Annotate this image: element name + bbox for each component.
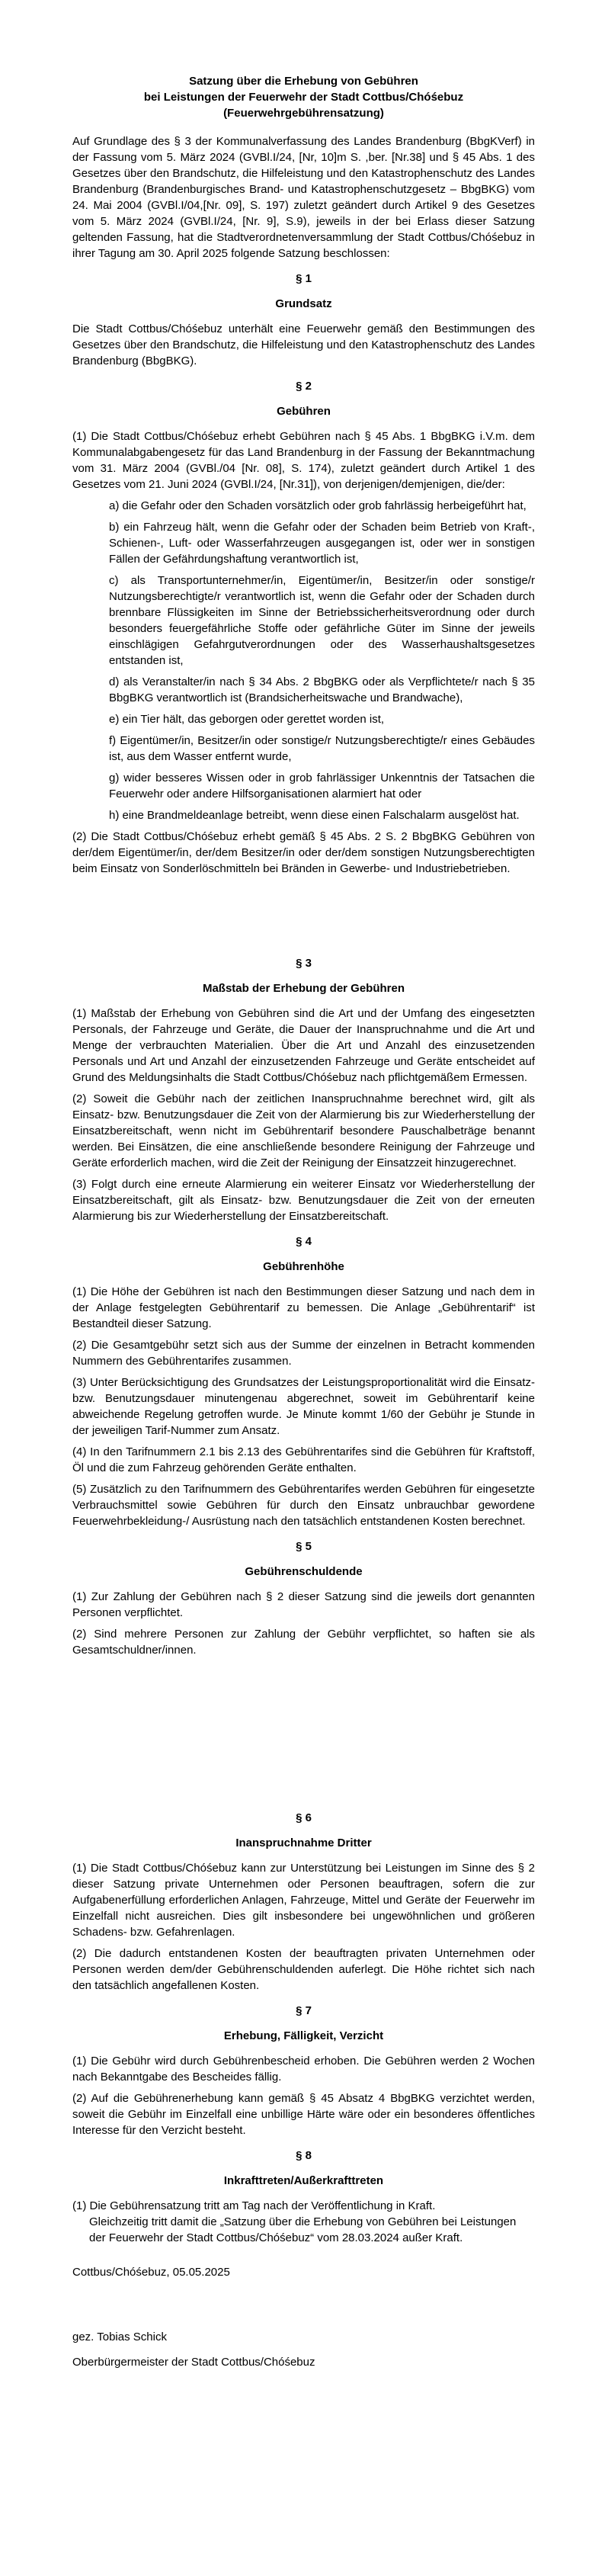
list-item-g: g) wider besseres Wissen oder in grob fahrlässiger Unkenntnis der Tatsachen die Feuerwehr oder andere Hilfsorganisationen alarmiert hat oder xyxy=(109,772,535,800)
section-4-paragraph-4: (4) In den Tarifnummern 2.1 bis 2.13 des Gebührentarifes sind die Gebühren für Kraftstoff, Öl und die zum Fahrzeug gehörenden Geräte enthalten. xyxy=(72,1445,535,1474)
document-title-line-3: (Feuerwehrgebührensatzung) xyxy=(223,107,384,120)
section-2-number: § 2 xyxy=(296,380,312,393)
section-3-paragraph-1: (1) Maßstab der Erhebung von Gebühren sind die Art und der Umfang des eingesetzten Personals, der Fahrzeuge und Geräte, die Dauer der Inanspruchnahme und die Art und Menge der verbrauchten Materialien. Über die Art und Anzahl des einzusetzenden Personals und Art und Anzahl der einzusetzenden Fahrzeuge und Geräte entscheidet auf Grund des Meldungsinhalts die Stadt Cottbus/Chóśebuz nach pflichtgemäßem Ermessen. xyxy=(72,1007,535,1084)
section-4-paragraph-5: (5) Zusätzlich zu den Tarifnummern des Gebührentarifes werden Gebühren für eingesetzte Verbrauchsmittel sowie Gebühren für durch den Einsatz unbrauchbar gewordene Feuerwehrbekleidung-/ Ausrüstung nach den tatsächlich entstandenen Kosten berechnet. xyxy=(72,1483,535,1528)
list-item-e: e) ein Tier hält, das geborgen oder gerettet worden ist, xyxy=(109,713,385,726)
section-5-heading: Gebührenschuldende xyxy=(245,1565,363,1578)
section-3-heading: Maßstab der Erhebung der Gebühren xyxy=(202,982,405,995)
section-1-paragraph-1: Die Stadt Cottbus/Chóśebuz unterhält eine Feuerwehr gemäß den Bestimmungen des Gesetzes über den Brandschutz, die Hilfeleistung und den Katastrophenschutz des Landes Brandenburg (BbgBKG). xyxy=(72,322,535,367)
section-1-number: § 1 xyxy=(296,272,312,285)
section-6-number: § 6 xyxy=(296,1811,312,1824)
section-4-paragraph-2: (2) Die Gesamtgebühr setzt sich aus der Summe der einzelnen in Betracht kommenden Nummern des Gebührentarifes zusammen. xyxy=(72,1339,535,1368)
section-2-heading: Gebühren xyxy=(277,405,331,418)
section-1-heading: Grundsatz xyxy=(275,297,332,310)
section-7-paragraph-2: (2) Auf die Gebührenerhebung kann gemäß § 45 Absatz 4 BbgBKG verzichtet werden, soweit die Gebühr im Einzelfall eine unbillige Härte wäre oder ein besonderes öffentliches Interesse für den Verzicht besteht. xyxy=(72,2092,535,2137)
section-8-heading: Inkrafttreten/Außerkrafttreten xyxy=(223,2174,384,2187)
list-item-f: f) Eigentümer/in, Besitzer/in oder sonstige/r Nutzungsberechtigte/r eines Gebäudes ist, aus dem Wasser entfernt wurde, xyxy=(109,734,535,763)
section-6-paragraph-1: (1) Die Stadt Cottbus/Chóśebuz kann zur Unterstützung bei Leistungen im Sinne des § 2 dieser Satzung private Unternehmen oder Personen beauftragen, sofern die zur Aufgabenerfüllung erforderlichen Anlagen, Fahrzeuge, Mittel und Geräte der Feuerwehr im Einzelfall nicht ausreichen. Dies gilt insbesondere bei ungewöhnlichen und größeren Schadens- bzw. Gefahrenlagen. xyxy=(72,1862,535,1939)
section-4-paragraph-1: (1) Die Höhe der Gebühren ist nach den Bestimmungen dieser Satzung und nach dem in der Anlage festgelegten Gebührentarif zu bemessen. Die Anlage „Gebührentarif“ ist Bestandteil dieser Satzung. xyxy=(72,1285,535,1330)
section-3-number: § 3 xyxy=(296,957,312,970)
document-title-line-1: Satzung über die Erhebung von Gebühren xyxy=(189,75,418,88)
section-4-number: § 4 xyxy=(296,1235,312,1248)
signature-name: gez. Tobias Schick xyxy=(72,2331,167,2343)
section-7-number: § 7 xyxy=(296,2004,312,2017)
list-item-c: c) als Transportunternehmer/in, Eigentümer/in, Besitzer/in oder sonstige/r Nutzungsberechtigte/r verantwortlich ist, wenn die Gefahr oder der Schaden durch brennbare Flüssigkeiten im Sinne der Betriebssicherheitsverordnung oder durch besonders feuergefährliche Stoffe oder gefährliche Güter im Sinne der jeweils einschlägigen Gefahrgutverordnungen oder des Wasserhaushaltsgesetzes entstanden ist, xyxy=(109,574,535,667)
signature-place-date: Cottbus/Chóśebuz, 05.05.2025 xyxy=(72,2266,230,2279)
section-6-paragraph-2: (2) Die dadurch entstandenen Kosten der beauftragten privaten Unternehmen oder Personen werden dem/der Gebührenschuldenden auferlegt. Die Höhe richtet sich nach den tatsächlich angefallenen Kosten. xyxy=(72,1947,535,1992)
page-2 xyxy=(0,856,605,1712)
section-5-paragraph-1: (1) Zur Zahlung der Gebühren nach § 2 dieser Satzung sind die jeweils dort genannten Personen verpflichtet. xyxy=(72,1590,535,1619)
section-5-number: § 5 xyxy=(296,1540,312,1553)
signature-role: Oberbürgermeister der Stadt Cottbus/Chóśebuz xyxy=(72,2356,315,2369)
section-4-heading: Gebührenhöhe xyxy=(263,1260,344,1273)
section-8-paragraph-1 xyxy=(72,2198,535,2246)
section-8-continuation: Gleichzeitig tritt damit die „Satzung über die Erhebung von Gebühren bei Leistungen der Feuerwehr der Stadt Cottbus/Chóśebuz“ vom 28.03.2024 außer Kraft. xyxy=(89,2215,517,2244)
section-6-heading: Inanspruchnahme Dritter xyxy=(235,1837,372,1849)
page-1 xyxy=(0,0,605,875)
list-item-d: d) als Veranstalter/in nach § 34 Abs. 2 BbgBKG oder als Verpflichtete/r nach § 35 BbgBKG verantwortlich ist (Brandsicherheitswache und Brandwache), xyxy=(109,675,535,704)
page-3 xyxy=(0,1712,605,2576)
document-title xyxy=(72,73,535,121)
list-item-h: h) eine Brandmeldeanlage betreibt, wenn diese einen Falschalarm ausgelöst hat. xyxy=(109,809,520,822)
section-3-paragraph-2: (2) Soweit die Gebühr nach der zeitlichen Inanspruchnahme berechnet wird, gilt als Einsatz- bzw. Benutzungsdauer die Zeit von der Alarmierung bis zur Wiederherstellung der Einsatzbereitschaft, wenn nicht im Gebührentarif besondere Pauschalbeträge benannt werden. Bei Einsätzen, die eine anschließende besondere Reinigung der Fahrzeuge und Geräte erforderlich machen, wird die Zeit der Reinigung der Einsatzzeit hinzugerechnet. xyxy=(72,1092,535,1169)
section-8-number: § 8 xyxy=(296,2149,312,2162)
document-title-line-2: bei Leistungen der Feuerwehr der Stadt Cottbus/Chóśebuz xyxy=(143,91,464,104)
list-item-b: b) ein Fahrzeug hält, wenn die Gefahr oder der Schaden beim Betrieb von Kraft-, Schienen-, Luft- oder Wasserfahrzeugen ausgegangen ist, oder wer in sonstigen Fällen der Gefährdungshaftung verantwortlich ist, xyxy=(109,521,535,566)
section-8-intro: (1) Die Gebührensatzung tritt am Tag nach der Veröffentlichung in Kraft. xyxy=(72,2199,436,2212)
section-2-paragraph-1: (1) Die Stadt Cottbus/Chóśebuz erhebt Gebühren nach § 45 Abs. 1 BbgBKG i.V.m. dem Kommunalabgabengesetz für das Land Brandenburg in der Fassung der Bekanntmachung vom 31. März 2004 (GVBl./04 [Nr. 08], S. 174), zuletzt geändert durch Artikel 1 des Gesetzes vom 21. Juni 2024 (GVBl.I/24, [Nr.31]), von derjenigen/demjenigen, die/der: xyxy=(72,430,535,491)
section-3-paragraph-3: (3) Folgt durch eine erneute Alarmierung ein weiterer Einsatz vor Wiederherstellung der Einsatzbereitschaft, gilt als Einsatz- bzw. Benutzungsdauer die Zeit von der erneuten Alarmierung bis zur Wiederherstellung der Einsatzbereitschaft. xyxy=(72,1178,535,1223)
section-2-paragraph-2: (2) Die Stadt Cottbus/Chóśebuz erhebt gemäß § 45 Abs. 2 S. 2 BbgBKG Gebühren von der/dem Eigentümer/in, der/dem Besitzer/in oder der/dem sonstigen Nutzungsberechtigten beim Einsatz von Sonderlöschmitteln bei Bränden in Gewerbe- und Industriebetrieben. xyxy=(72,830,535,875)
preamble: Auf Grundlage des § 3 der Kommunalverfassung des Landes Brandenburg (BbgKVerf) in der Fassung vom 5. März 2024 (GVBl.I/24, [Nr, 10]m S. ,ber. [Nr.38] und § 45 Abs. 1 des Gesetzes über den Brandschutz, die Hilfeleistung und den Katastrophenschutz des Landes Brandenburg (Brandenburgisches Brand- und Katastrophenschutzgesetz – BbgBKG) vom 24. Mai 2004 (GVBl.I/04,[Nr. 09], S. 197) zuletzt geändert durch Artikel 9 des Gesetzes vom 5. März 2024 (GVBl.I/24, [Nr. 9], S.9), jeweils in der bei Erlass dieser Satzung geltenden Fassung, hat die Stadtverordnetenversammlung der Stadt Cottbus/Chóśebuz in ihrer Tagung am 30. April 2025 folgende Satzung beschlossen: xyxy=(72,135,535,260)
section-5-paragraph-2: (2) Sind mehrere Personen zur Zahlung der Gebühr verpflichtet, so haften sie als Gesamtschuldner/innen. xyxy=(72,1628,535,1657)
list-item-a: a) die Gefahr oder den Schaden vorsätzlich oder grob fahrlässig herbeigeführt hat, xyxy=(109,499,527,512)
section-7-paragraph-1: (1) Die Gebühr wird durch Gebührenbescheid erhoben. Die Gebühren werden 2 Wochen nach Bekanntgabe des Bescheides fällig. xyxy=(72,2055,535,2084)
section-7-heading: Erhebung, Fälligkeit, Verzicht xyxy=(223,2029,384,2042)
section-4-paragraph-3: (3) Unter Berücksichtigung des Grundsatzes der Leistungsproportionalität wird die Einsatz- bzw. Benutzungsdauer minutengenau abgerechnet, soweit im Gebührentarif keine abweichende Regelung getroffen wurde. Je Minute kommt 1/60 der Gebühr je Stunde in der jeweiligen Tarif-Nummer zum Ansatz. xyxy=(72,1376,535,1437)
